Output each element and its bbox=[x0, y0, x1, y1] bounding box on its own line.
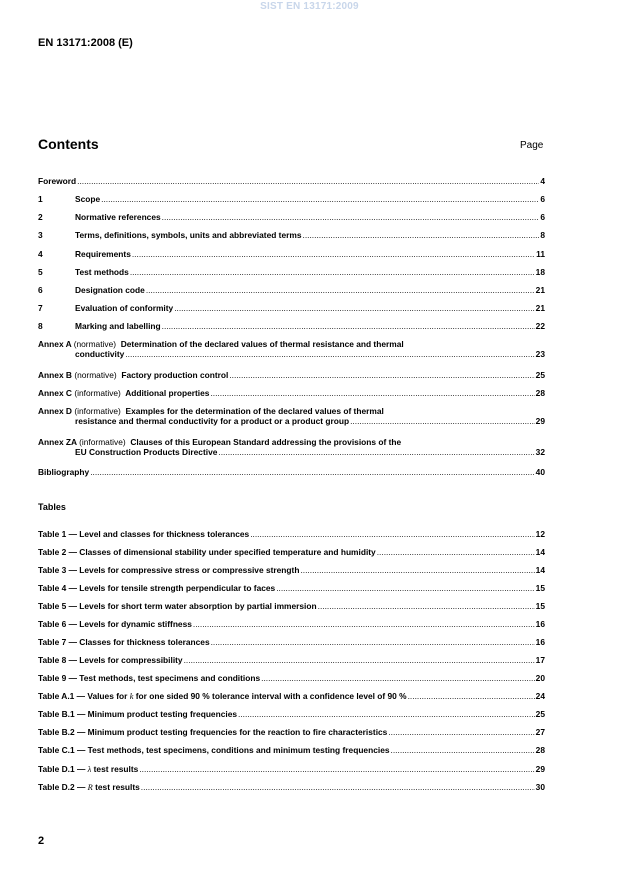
table-page: 28 bbox=[535, 745, 545, 755]
toc-page: 4 bbox=[540, 176, 545, 186]
table-page: 16 bbox=[535, 637, 545, 647]
table-entry[interactable] bbox=[38, 619, 545, 629]
annex-title: Determination of the declared values of thermal resistance and thermal bbox=[120, 339, 404, 349]
annex-type: (informative) bbox=[74, 388, 121, 398]
toc-page: 6 bbox=[540, 212, 545, 222]
table-title: Table D.1 — bbox=[38, 764, 86, 774]
tables-heading: Tables bbox=[38, 502, 66, 512]
table-entry[interactable] bbox=[38, 673, 545, 683]
toc-entry-marking-and-labelling[interactable] bbox=[38, 321, 545, 331]
toc-entry-annex-c[interactable] bbox=[38, 388, 545, 398]
page-column-label: Page bbox=[520, 140, 544, 151]
toc-entry-evaluation-of-conformity[interactable] bbox=[38, 303, 545, 313]
annex-type: (informative) bbox=[74, 406, 121, 416]
toc-title: Marking and labelling bbox=[75, 321, 161, 331]
table-entry[interactable] bbox=[38, 583, 545, 593]
table-entry[interactable] bbox=[38, 655, 545, 665]
table-page: 17 bbox=[535, 655, 545, 665]
table-symbol: λ bbox=[87, 765, 92, 774]
toc-page: 8 bbox=[540, 230, 545, 240]
table-title: Table 6 — Levels for dynamic stiffness bbox=[38, 619, 192, 629]
toc-title: Bibliography bbox=[38, 467, 90, 477]
toc-page: 25 bbox=[535, 370, 545, 380]
table-entry[interactable] bbox=[38, 601, 545, 611]
table-entry[interactable] bbox=[38, 764, 545, 775]
toc-entry-terms-definitions[interactable] bbox=[38, 230, 545, 240]
table-entry[interactable] bbox=[38, 529, 545, 539]
table-title: Table C.1 — Test methods, test specimens, conditions and minimum testing frequencies bbox=[38, 745, 390, 755]
toc-title: Scope bbox=[75, 194, 101, 204]
toc-entry-test-methods[interactable] bbox=[38, 267, 545, 277]
table-title: Table B.2 — Minimum product testing frequencies for the reaction to fire characteristics bbox=[38, 727, 388, 737]
toc-title: Test methods bbox=[75, 267, 129, 277]
table-title-rest: test results bbox=[93, 764, 139, 774]
annex-type: (normative) bbox=[73, 339, 117, 349]
annex-title: Factory production control bbox=[121, 370, 229, 380]
table-title: Table 1 — Level and classes for thickness tolerances bbox=[38, 529, 250, 539]
table-entry[interactable] bbox=[38, 637, 545, 647]
toc-entry-bibliography[interactable] bbox=[38, 467, 545, 477]
table-entry[interactable] bbox=[38, 745, 545, 755]
table-page: 15 bbox=[535, 583, 545, 593]
table-title: Table D.2 — bbox=[38, 782, 86, 792]
table-page: 24 bbox=[535, 691, 545, 701]
toc-page: 21 bbox=[535, 303, 545, 313]
table-title: Table A.1 — Values for bbox=[38, 691, 128, 701]
table-entry[interactable] bbox=[38, 727, 545, 737]
toc-number: 4 bbox=[38, 249, 43, 259]
toc-page: 40 bbox=[535, 467, 545, 477]
toc-entry-foreword[interactable] bbox=[38, 176, 545, 186]
watermark: SIST EN 13171:2009 bbox=[260, 1, 359, 12]
table-page: 14 bbox=[535, 547, 545, 557]
toc-page: 29 bbox=[535, 416, 545, 426]
toc-entry-designation-code[interactable] bbox=[38, 285, 545, 295]
toc-title: Evaluation of conformity bbox=[75, 303, 174, 313]
toc-number: 7 bbox=[38, 303, 43, 313]
table-title-rest: test results bbox=[95, 782, 140, 792]
toc-title: Requirements bbox=[75, 249, 131, 259]
table-title: Table 4 — Levels for tensile strength perpendicular to faces bbox=[38, 583, 276, 593]
toc-page: 11 bbox=[536, 249, 545, 259]
annex-label: Annex ZA bbox=[38, 437, 77, 447]
toc-number: 1 bbox=[38, 194, 43, 204]
toc-entry-normative-references[interactable] bbox=[38, 212, 545, 222]
annex-title: Additional properties bbox=[125, 388, 210, 398]
annex-title-continued: resistance and thermal conductivity for a product or a product group bbox=[75, 416, 350, 426]
toc-title: Terms, definitions, symbols, units and abbreviated terms bbox=[75, 230, 302, 240]
table-title: Table 9 — Test methods, test specimens and conditions bbox=[38, 673, 261, 683]
table-title: Table 5 — Levels for short term water absorption by partial immersion bbox=[38, 601, 317, 611]
contents-title: Contents bbox=[38, 136, 99, 152]
annex-type: (informative) bbox=[79, 437, 126, 447]
table-title-rest: for one sided 90 % tolerance interval with a confidence level of 90 % bbox=[135, 691, 407, 701]
toc-title: Normative references bbox=[75, 212, 161, 222]
table-page: 27 bbox=[535, 727, 545, 737]
toc-entry-annex-b[interactable] bbox=[38, 370, 545, 380]
annex-type: (normative) bbox=[74, 370, 117, 380]
toc-page: 22 bbox=[535, 321, 545, 331]
table-page: 25 bbox=[535, 709, 545, 719]
table-symbol: k bbox=[129, 692, 134, 701]
table-page: 14 bbox=[535, 565, 545, 575]
table-page: 12 bbox=[535, 529, 545, 539]
toc-entry-annex-d[interactable] bbox=[38, 406, 545, 426]
toc-number: 8 bbox=[38, 321, 43, 331]
table-entry[interactable] bbox=[38, 782, 545, 793]
annex-title-continued: EU Construction Products Directive bbox=[75, 447, 218, 457]
toc-entry-annex-za[interactable] bbox=[38, 437, 545, 457]
toc-page: 18 bbox=[535, 267, 545, 277]
toc-number: 6 bbox=[38, 285, 43, 295]
table-entry[interactable] bbox=[38, 565, 545, 575]
toc-title: Designation code bbox=[75, 285, 145, 295]
toc-page: 23 bbox=[535, 349, 545, 359]
annex-title-continued: conductivity bbox=[75, 349, 125, 359]
toc-page: 32 bbox=[535, 447, 545, 457]
table-title: Table B.1 — Minimum product testing frequencies bbox=[38, 709, 238, 719]
table-page: 29 bbox=[535, 764, 545, 774]
table-title: Table 3 — Levels for compressive stress or compressive strength bbox=[38, 565, 300, 575]
toc-entry-annex-a[interactable] bbox=[38, 339, 545, 359]
table-page: 16 bbox=[535, 619, 545, 629]
annex-title: Examples for the determination of the declared values of thermal bbox=[125, 406, 384, 416]
toc-entry-requirements[interactable] bbox=[38, 249, 545, 259]
annex-label: Annex B bbox=[38, 370, 72, 380]
document-id: EN 13171:2008 (E) bbox=[38, 37, 133, 49]
table-entry[interactable] bbox=[38, 709, 545, 719]
table-entry[interactable] bbox=[38, 547, 545, 557]
toc-number: 3 bbox=[38, 230, 43, 240]
table-page: 30 bbox=[535, 782, 545, 792]
table-symbol: R bbox=[87, 783, 93, 792]
table-page: 15 bbox=[535, 601, 545, 611]
toc-page: 21 bbox=[535, 285, 545, 295]
table-title: Table 8 — Levels for compressibility bbox=[38, 655, 183, 665]
toc-number: 5 bbox=[38, 267, 43, 277]
toc-entry-scope[interactable] bbox=[38, 194, 545, 204]
table-page: 20 bbox=[535, 673, 545, 683]
table-title: Table 7 — Classes for thickness tolerances bbox=[38, 637, 210, 647]
toc-number: 2 bbox=[38, 212, 43, 222]
annex-title: Clauses of this European Standard addressing the provisions of the bbox=[130, 437, 402, 447]
annex-label: Annex D bbox=[38, 406, 72, 416]
toc-page: 6 bbox=[540, 194, 545, 204]
annex-label: Annex C bbox=[38, 388, 72, 398]
table-title: Table 2 — Classes of dimensional stability under specified temperature and humidity bbox=[38, 547, 376, 557]
page-number: 2 bbox=[38, 835, 45, 847]
annex-label: Annex A bbox=[38, 339, 72, 349]
table-entry[interactable] bbox=[38, 691, 545, 702]
toc-title: Foreword bbox=[38, 176, 77, 186]
toc-page: 28 bbox=[535, 388, 545, 398]
